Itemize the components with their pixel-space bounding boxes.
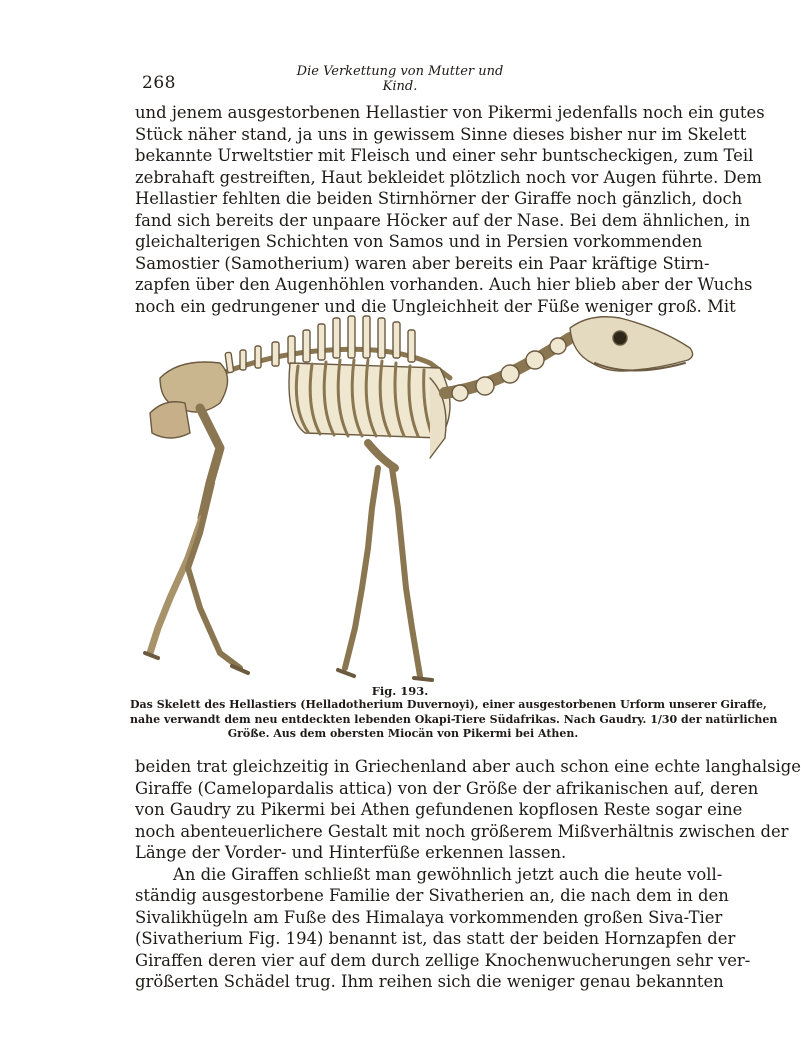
text-line: Samostier (Samotherium) waren aber bereits ein Paar kräftige Stirn- — [135, 253, 710, 273]
figure-label: Fig. 193. — [371, 684, 429, 698]
text-line: ständig ausgestorbene Familie der Sivatherien an, die nach dem in den — [135, 886, 729, 905]
text-line: noch abenteuerlichere Gestalt mit noch größerem Mißverhältnis zwischen der — [135, 821, 789, 841]
text-line: zebrahaft gestreiften, Haut bekleidet plötzlich noch vor Augen führte. Dem — [135, 167, 762, 187]
text-line: Hellastier fehlten die beiden Stirnhörner der Giraffe noch gänzlich, doch — [135, 189, 743, 208]
running-title: Die Verkettung von Mutter und Kind. — [296, 64, 504, 94]
text-line: Länge der Vorder- und Hinterfüße erkennen lassen. — [135, 843, 567, 862]
text-line: fand sich bereits der unpaare Höcker auf der Nase. Bei dem ähnlichen, in — [135, 210, 751, 230]
text-line: beiden trat gleichzeitig in Griechenland aber auch schon eine echte langhalsige — [135, 757, 801, 776]
text-line: Giraffen deren vier auf dem durch zellige Knochenwucherungen sehr ver- — [135, 950, 751, 970]
figure-caption — [130, 698, 778, 742]
skeleton-illustration — [140, 308, 700, 683]
page-number: 268 — [142, 73, 176, 93]
text-line: Giraffe (Camelopardalis attica) von der Größe der afrikanischen auf, deren — [135, 778, 759, 798]
text-line: von Gaudry zu Pikermi bei Athen gefundenen kopflosen Reste sogar eine — [135, 800, 743, 819]
caption-line: nahe verwandt dem neu entdeckten lebenden Okapi-Tiere Südafrikas. Nach Gaudry. 1/30 der natürlichen — [130, 712, 778, 726]
text-line: (Sivatherium Fig. 194) benannt ist, das statt der beiden Hornzapfen der — [135, 929, 736, 948]
text-line: und jenem ausgestorbenen Hellastier von Pikermi jedenfalls noch ein gutes — [135, 103, 765, 122]
text-line: zapfen über den Augenhöhlen vorhanden. Auch hier blieb aber der Wuchs — [135, 275, 753, 294]
top-paragraph — [135, 102, 765, 317]
caption-line: Das Skelett des Hellastiers (Helladotherium Duvernoyi), einer ausgestorbenen Urform unserer Giraffe, — [130, 698, 767, 711]
text-line: größerten Schädel trug. Ihm reihen sich die weniger genau bekannten — [135, 972, 724, 991]
bottom-paragraphs — [135, 756, 801, 993]
text-line: gleichalterigen Schichten von Samos und in Persien vorkommenden — [135, 232, 703, 251]
text-line: An die Giraffen schließt man gewöhnlich jetzt auch die heute voll- — [173, 864, 723, 884]
caption-line: Größe. Aus dem obersten Miocän von Pikermi bei Athen. — [227, 727, 579, 740]
text-line: noch ein gedrungener und die Ungleichheit der Füße weniger groß. Mit — [135, 296, 736, 316]
text-line: Stück näher stand, ja uns in gewissem Sinne dieses bisher nur im Skelett — [135, 124, 747, 144]
text-line: Sivalikhügeln am Fuße des Himalaya vorkommenden großen Siva-Tier — [135, 907, 723, 927]
text-line: bekannte Urweltstier mit Fleisch und einer sehr buntscheckigen, zum Teil — [135, 146, 754, 165]
